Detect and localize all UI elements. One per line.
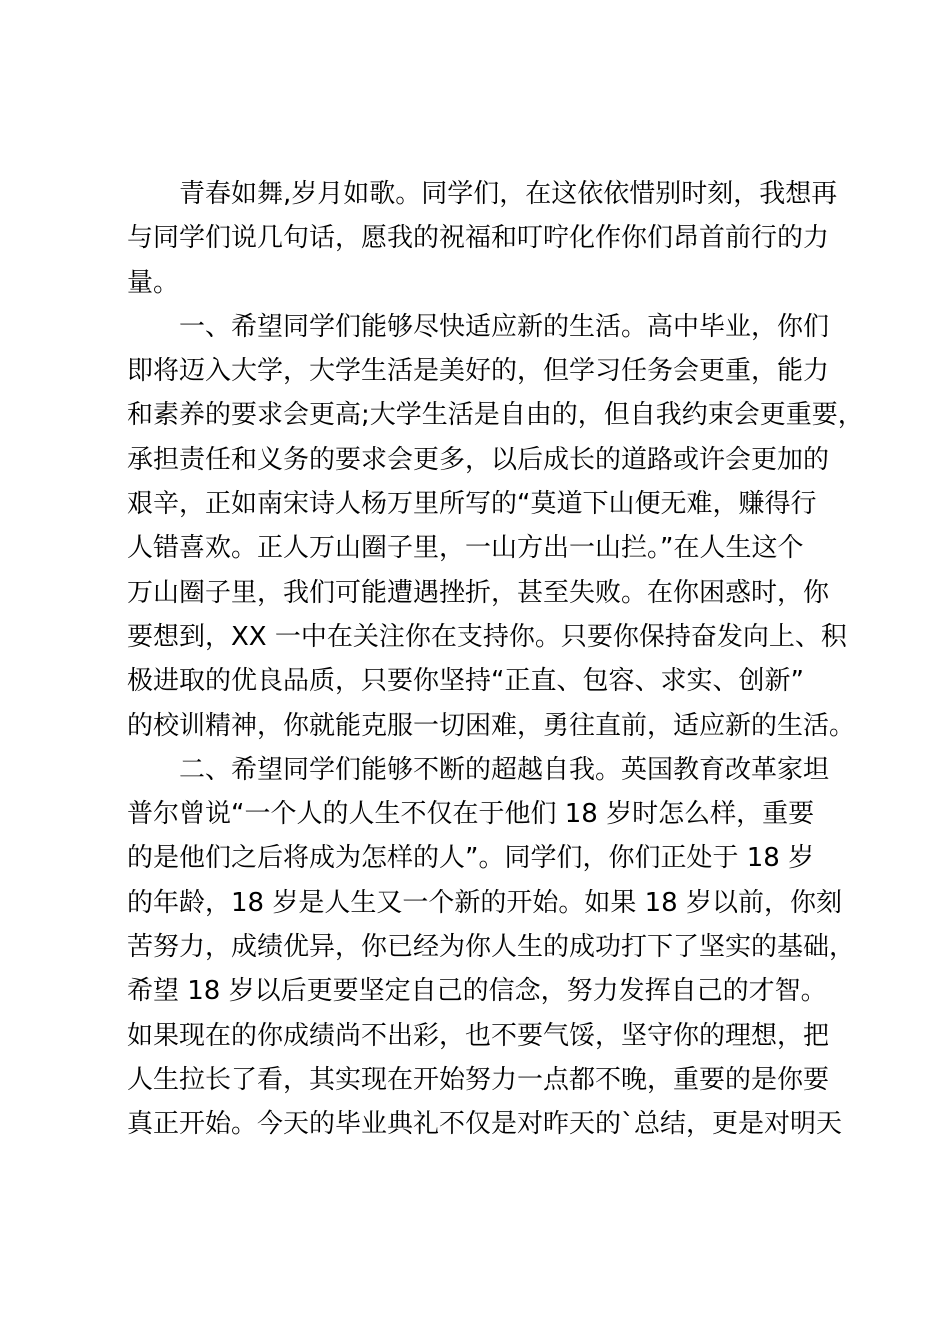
body-text: [127, 172, 864, 1147]
text-line: 万山圈子里，我们可能遭遇挫折，甚至失败。在你困惑时，你: [127, 577, 830, 608]
text-line: 二、希望同学们能够不断的超越自我。英国教育改革家坦: [179, 754, 830, 785]
text-line: 真正开始。今天的毕业典礼不仅是对昨天的`总结，更是对明天: [127, 1109, 843, 1140]
text-line: 极进取的优良品质，只要你坚持“正直、包容、求实、创新”: [127, 666, 804, 697]
text-line: 量。: [127, 267, 180, 298]
text-line: 和素养的要求会更高;大学生活是自由的，但自我约束会更重要，: [127, 400, 864, 431]
text-line: 人生拉长了看，其实现在开始努力一点都不晚，重要的是你要: [127, 1064, 830, 1095]
text-line: 希望 18 岁以后更要坚定自己的信念，努力发挥自己的才智。: [127, 976, 827, 1007]
text-line: 如果现在的你成绩尚不出彩，也不要气馁，坚守你的理想，把: [127, 1020, 830, 1051]
text-line: 青春如舞,岁月如歌。同学们，在这依依惜别时刻，我想再: [179, 179, 838, 209]
text-line: 即将迈入大学，大学生活是美好的，但学习任务会更重，能力: [127, 356, 830, 387]
text-line: 与同学们说几句话，愿我的祝福和叮咛化作你们昂首前行的力: [127, 223, 830, 254]
text-line: 人错喜欢。正人万山圈子里，一山方出一山拦。”在人生这个: [127, 533, 804, 564]
text-line: 的年龄，18 岁是人生又一个新的开始。如果 18 岁以前，你刻: [127, 887, 842, 918]
text-line: 承担责任和义务的要求会更多，以后成长的道路或许会更加的: [127, 444, 830, 475]
text-line: 一、希望同学们能够尽快适应新的生活。高中毕业，你们: [179, 311, 830, 342]
text-line: 苦努力，成绩优异，你已经为你人生的成功打下了坚实的基础，: [127, 932, 856, 963]
text-line: 艰辛，正如南宋诗人杨万里所写的“莫道下山便无难，赚得行: [127, 489, 817, 520]
text-line: 的是他们之后将成为怎样的人”。同学们，你们正处于 18 岁: [127, 843, 815, 874]
text-line: 的校训精神，你就能克服一切困难，勇往直前，适应新的生活。: [127, 710, 856, 741]
text-line: 要想到，XX 一中在关注你在支持你。只要你保持奋发向上、积: [127, 621, 847, 652]
text-line: 普尔曾说“一个人的人生不仅在于他们 18 岁时怎么样，重要: [127, 799, 815, 830]
